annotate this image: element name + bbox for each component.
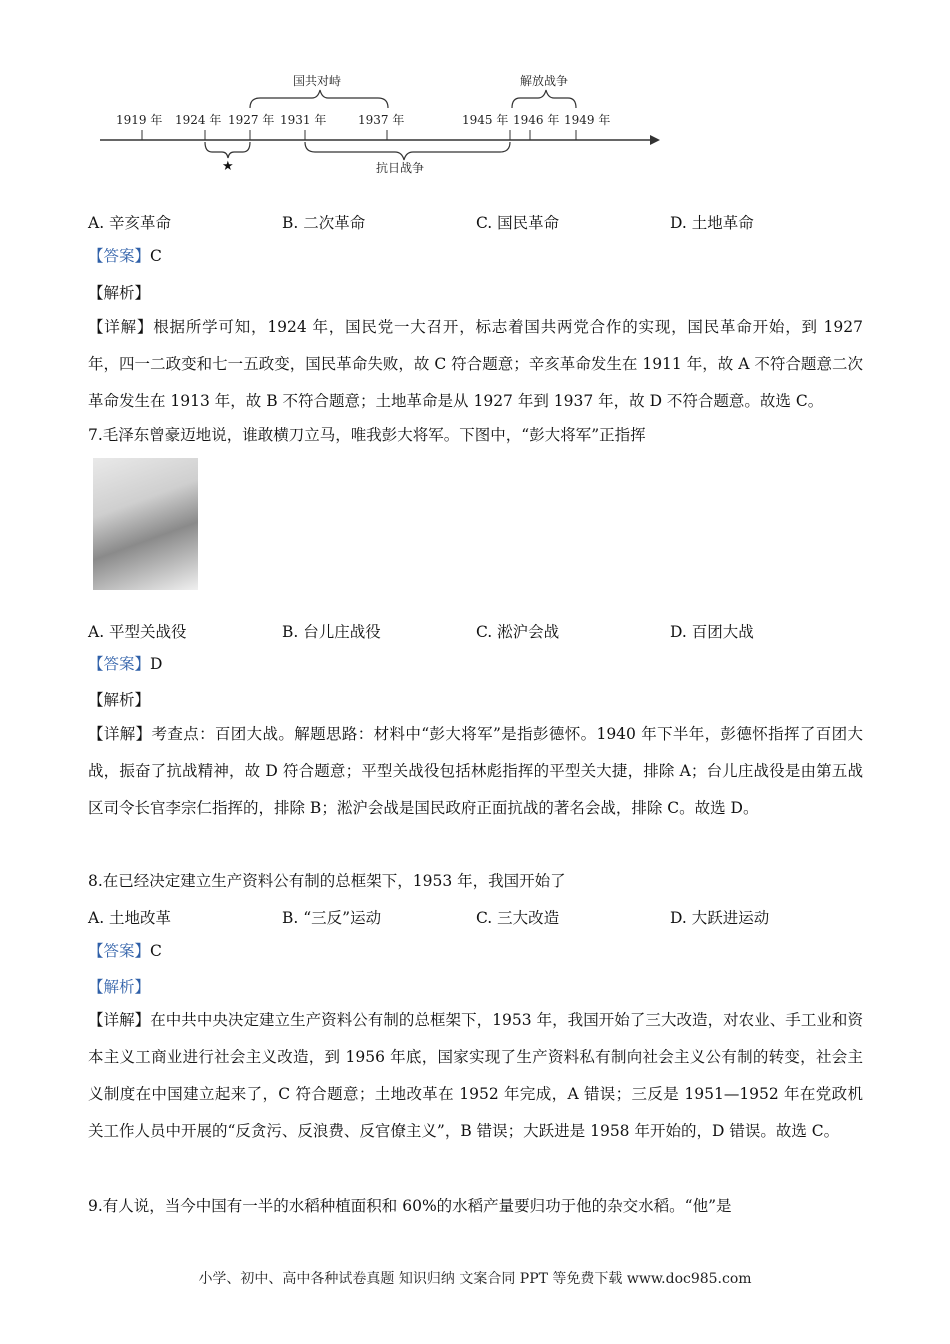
detail-paragraph	[88, 309, 863, 420]
year-label: 1946 年	[513, 113, 560, 127]
year-label: 1919 年	[116, 113, 163, 127]
answer-tag: 【答案】	[88, 655, 151, 673]
analysis-tag	[88, 690, 150, 710]
answer-value: D	[150, 655, 163, 673]
option-c: C. 三大改造	[476, 909, 560, 927]
brace-label: 解放战争	[520, 74, 569, 88]
question-8: 8.在已经决定建立生产资料公有制的总框架下，1953 年，我国开始了	[88, 872, 566, 890]
analysis-label: 【解析】	[88, 284, 151, 302]
year-label: 1949 年	[564, 113, 611, 127]
analysis-label: 【解析】	[88, 978, 151, 996]
detail-paragraph	[88, 1002, 863, 1150]
star-icon: ★	[222, 159, 234, 174]
question-9: 9.有人说，当今中国有一半的水稻种植面积和 60%的水稻产量要归功于他的杂交水稻。“他”是	[88, 1197, 732, 1215]
year-label: 1945 年	[462, 113, 509, 127]
peng-dehuai-photo	[93, 458, 198, 590]
option-d: D. 大跃进运动	[670, 909, 770, 927]
brace-icon	[512, 90, 576, 108]
detail-text: 在中共中央决定建立生产资料公有制的总框架下，1953 年，我国开始了三大改造，对农业、手工业和资本主义工商业进行社会主义改造，到 1956 年底，国家实现了生产资料私有制向社会主义公有制的转变，社会主义制度在中国建立起来了，C 符合题意；土地改革在 1952 年完成，A 错误；三反是 1951—1952 年在党政机关工作人员中开展的“反贪污、反浪费、反官僚主义”，B 错误；大跃进是 1958 年开始的，D 错误。故选 C。	[88, 1011, 863, 1140]
year-label: 1931 年	[280, 113, 327, 127]
analysis-tag	[88, 283, 150, 303]
year-label: 1924 年	[175, 113, 222, 127]
answer-line	[88, 246, 162, 266]
detail-tag: 【详解】	[88, 725, 152, 743]
brace-label: 抗日战争	[376, 161, 425, 175]
option-d: D. 百团大战	[670, 623, 754, 641]
option-a: A. 土地改革	[88, 909, 172, 927]
option-b: B. 二次革命	[282, 214, 366, 232]
analysis-tag	[88, 977, 150, 997]
year-label: 1927 年	[228, 113, 275, 127]
answer-line	[88, 941, 162, 961]
brace-icon	[205, 142, 250, 158]
answer-value: C	[150, 942, 162, 960]
answer-tag: 【答案】	[88, 247, 151, 265]
detail-paragraph	[88, 716, 863, 827]
detail-tag: 【详解】	[88, 1011, 151, 1029]
detail-tag: 【详解】	[88, 318, 154, 336]
detail-text: 考查点：百团大战。解题思路：材料中“彭大将军”是指彭德怀。1940 年下半年，彭德怀指挥了百团大战，振奋了抗战精神，故 D 符合题意；平型关战役包括林彪指挥的平型关大捷，排除 A；台儿庄战役是由第五战区司令长官李宗仁指挥的，排除 B；淞沪会战是国民政府正面抗战的著名会战，排除 C。故选 D。	[88, 725, 863, 817]
option-c: C. 国民革命	[476, 214, 560, 232]
brace-icon	[305, 142, 510, 160]
option-b: B. “三反”运动	[282, 909, 382, 927]
option-a: A. 平型关战役	[88, 623, 187, 641]
analysis-label: 【解析】	[88, 691, 151, 709]
option-c: C. 淞沪会战	[476, 623, 560, 641]
detail-text: 根据所学可知，1924 年，国民党一大召开，标志着国共两党合作的实现，国民革命开始，到 1927 年，四一二政变和七一五政变，国民革命失败，故 C 符合题意；辛亥革命发生在 1911 年，故 A 不符合题意二次革命发生在 1913 年，故 B 不符合题意；土地革命是从 1927 年到 1937 年，故 D 不符合题意。故选 C。	[88, 318, 863, 410]
page-footer[interactable]: 小学、初中、高中各种试卷真题 知识归纳 文案合同 PPT 等免费下载 www.doc985.com	[198, 1271, 752, 1287]
option-a: A. 辛亥革命	[88, 214, 172, 232]
year-label: 1937 年	[358, 113, 405, 127]
timeline-diagram	[90, 60, 670, 180]
answer-tag: 【答案】	[88, 942, 151, 960]
answer-line	[88, 654, 162, 674]
brace-icon	[250, 90, 388, 108]
option-b: B. 台儿庄战役	[282, 623, 381, 641]
brace-label: 国共对峙	[293, 74, 342, 88]
option-d: D. 土地革命	[670, 214, 754, 232]
answer-value: C	[150, 247, 162, 265]
question-7: 7.毛泽东曾豪迈地说，谁敢横刀立马，唯我彭大将军。下图中，“彭大将军”正指挥	[88, 426, 646, 444]
